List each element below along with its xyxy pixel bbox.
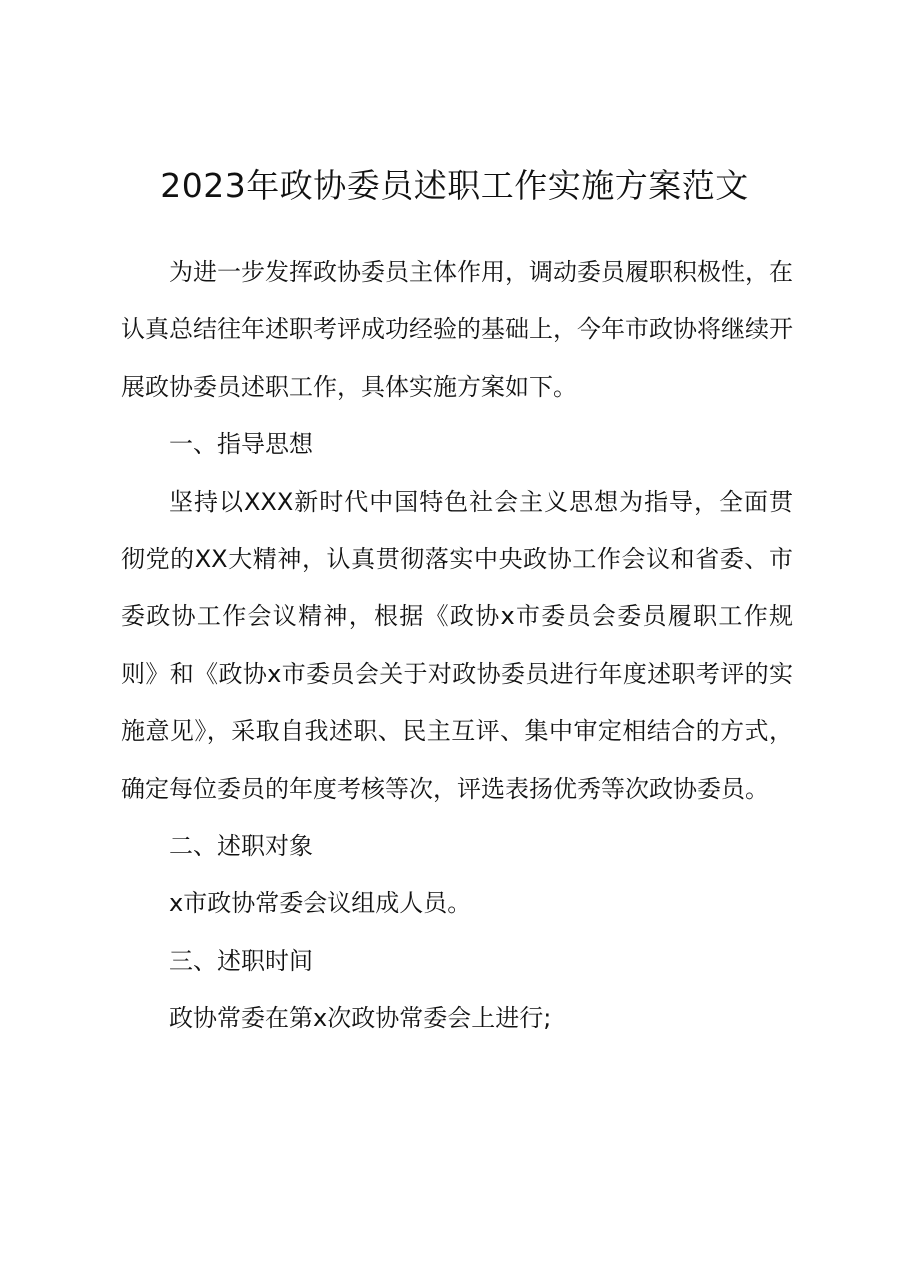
reporting-targets-paragraph: x市政协常委会议组成人员。	[169, 889, 472, 918]
intro-paragraph: 为进一步发挥政协委员主体作用，调动委员履职积极性，在认真总结往年述职考评成功经验的基础上，今年市政协将继续开展政协委员述职工作，具体实施方案如下。	[121, 258, 793, 401]
reporting-time-paragraph: 政协常委在第x次政协常委会上进行;	[169, 1004, 552, 1033]
document-body	[121, 244, 793, 1048]
section-heading-guiding-ideology: 一、指导思想	[169, 430, 313, 459]
section-heading-reporting-targets: 二、述职对象	[169, 832, 313, 861]
section-heading-reporting-time: 三、述职时间	[169, 946, 313, 975]
document-title: 2023年政协委员述职工作实施方案范文	[160, 166, 749, 205]
guiding-ideology-paragraph: 坚持以XXX新时代中国特色社会主义思想为指导，全面贯彻党的XX大精神，认真贯彻落实中央政协工作会议和省委、市委政协工作会议精神，根据《政协x市委员会委员履职工作规则》和《政协x市委员会关于对政协委员进行年度述职考评的实施意见》，采取自我述职、民主互评、集中审定相结合的方式，确定每位委员的年度考核等次，评选表扬优秀等次政协委员。	[121, 487, 793, 803]
